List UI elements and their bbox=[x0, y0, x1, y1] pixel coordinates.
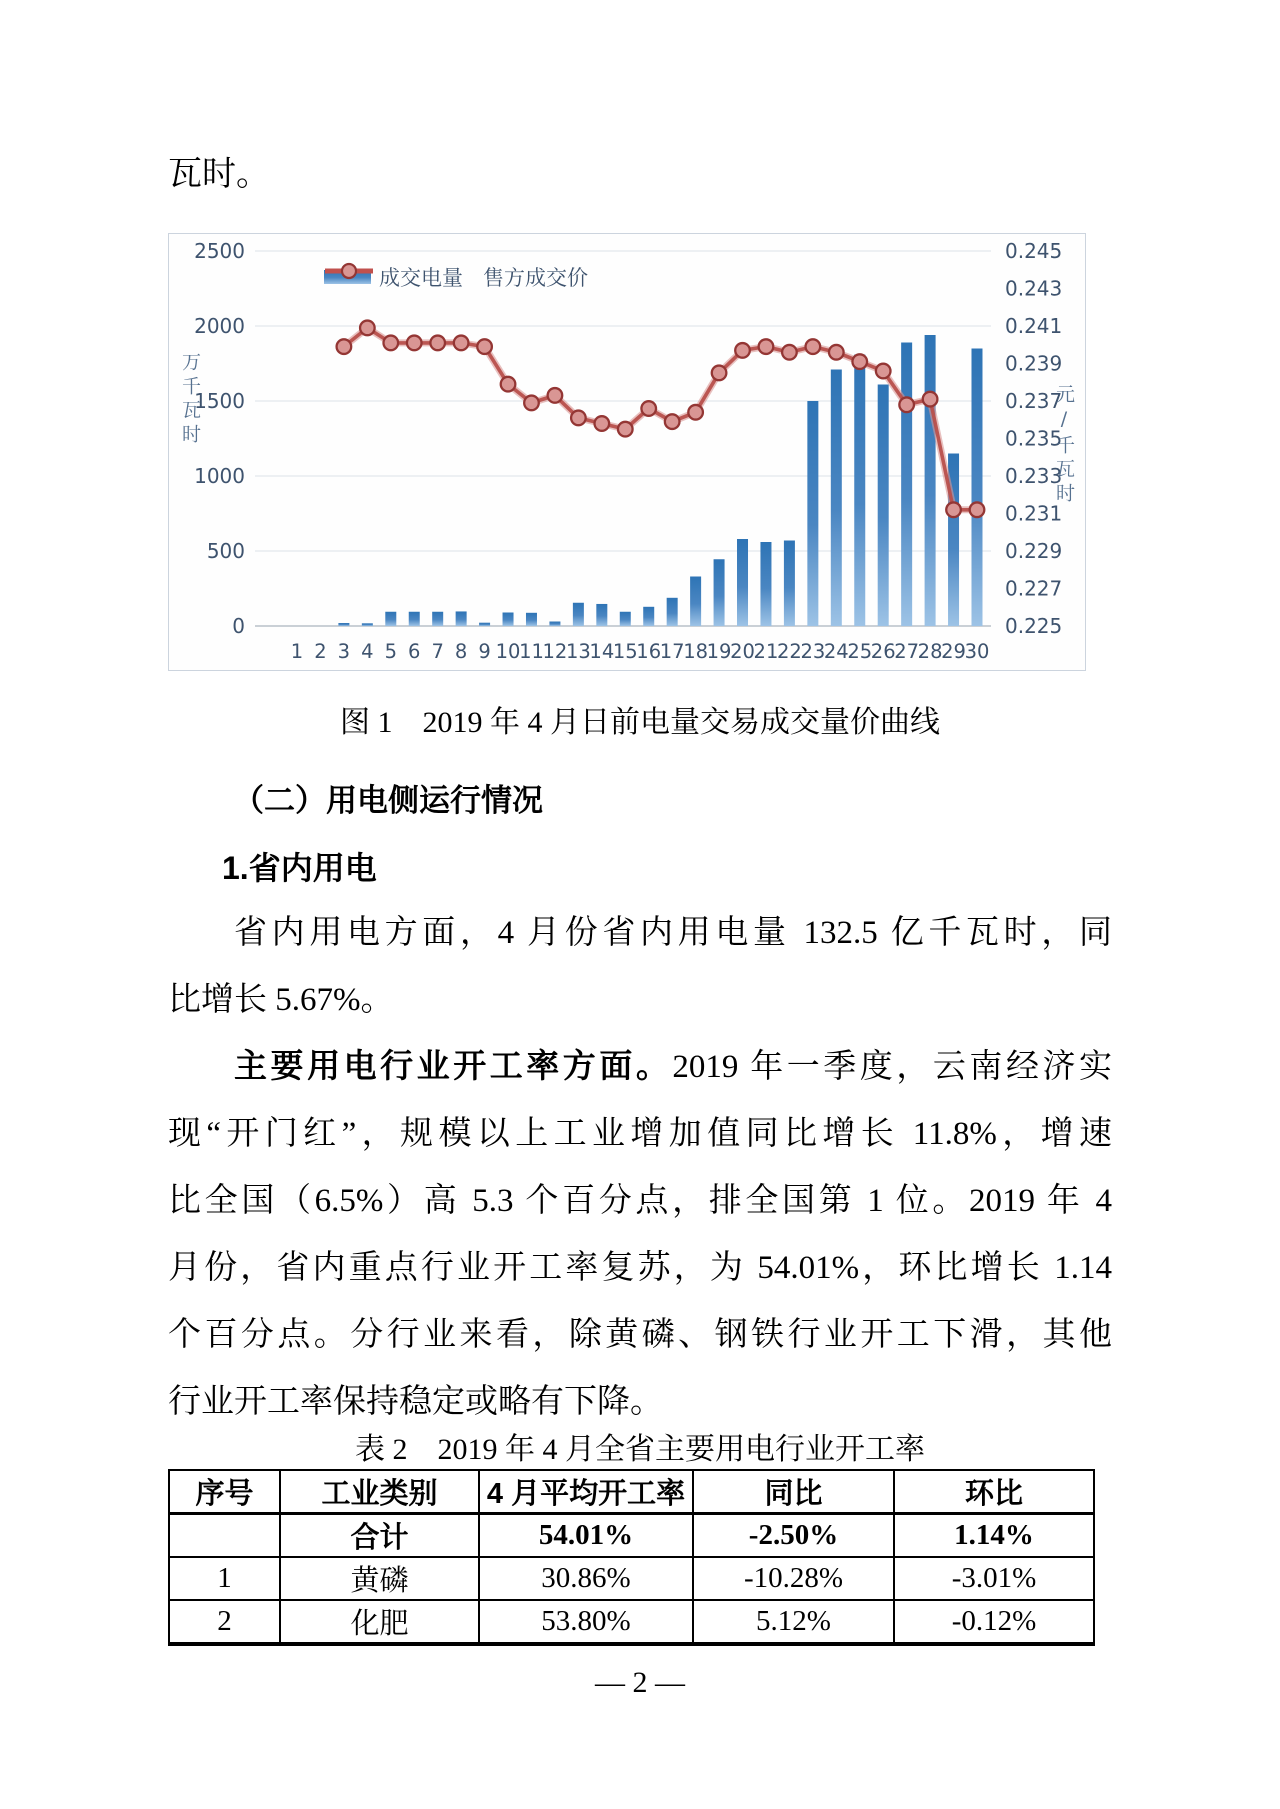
volume-bar bbox=[526, 613, 537, 626]
svg-text:9: 9 bbox=[478, 640, 491, 663]
col-header-mom: 环比 bbox=[894, 1470, 1094, 1514]
svg-text:27: 27 bbox=[894, 640, 920, 663]
volume-bar bbox=[338, 623, 349, 626]
volume-bar bbox=[854, 355, 865, 627]
svg-text:500: 500 bbox=[206, 539, 245, 563]
svg-text:26: 26 bbox=[870, 640, 896, 663]
price-marker bbox=[360, 321, 375, 336]
volume-bar bbox=[503, 613, 514, 627]
cell-rate: 53.80% bbox=[479, 1600, 693, 1644]
volume-bar bbox=[831, 370, 842, 627]
svg-text:8: 8 bbox=[454, 640, 468, 663]
volume-bar bbox=[432, 612, 443, 626]
svg-text:0.227: 0.227 bbox=[1005, 576, 1063, 601]
price-marker bbox=[454, 336, 469, 351]
svg-text:17: 17 bbox=[659, 640, 685, 663]
svg-text:10: 10 bbox=[495, 640, 521, 663]
price-marker bbox=[383, 336, 398, 351]
svg-text:0.225: 0.225 bbox=[1005, 614, 1063, 638]
paragraph-line bbox=[168, 1040, 1112, 1087]
svg-text:0.229: 0.229 bbox=[1005, 539, 1063, 563]
volume-bar bbox=[549, 622, 560, 627]
subsection-heading: 1.省内用电 bbox=[222, 850, 377, 886]
price-marker bbox=[923, 392, 938, 407]
svg-text:0.237: 0.237 bbox=[1005, 389, 1063, 413]
svg-text:0.233: 0.233 bbox=[1005, 464, 1063, 488]
price-marker bbox=[712, 366, 727, 381]
table-row bbox=[169, 1514, 1094, 1558]
volume-bar bbox=[878, 385, 889, 627]
cell-category: 合计 bbox=[280, 1514, 479, 1558]
paragraph-line: 月份，省内重点行业开工率复苏，为 54.01%，环比增长 1.14 bbox=[168, 1250, 1112, 1286]
cell-no bbox=[169, 1514, 280, 1558]
svg-text:19: 19 bbox=[706, 640, 732, 663]
volume-bar bbox=[807, 401, 818, 626]
paragraph-text: 2019 年一季度，云南经济实 bbox=[672, 1049, 1113, 1085]
table-caption: 表 2 2019 年 4 月全省主要用电行业开工率 bbox=[355, 1433, 925, 1466]
svg-text:12: 12 bbox=[542, 640, 568, 663]
volume-bar bbox=[901, 343, 912, 627]
svg-text:3: 3 bbox=[337, 640, 351, 663]
price-marker bbox=[876, 364, 891, 379]
volume-price-combo-chart bbox=[169, 234, 1087, 672]
volume-bar bbox=[925, 335, 936, 626]
volume-bar bbox=[573, 603, 584, 626]
svg-text:28: 28 bbox=[917, 640, 943, 663]
cell-no: 2 bbox=[169, 1600, 280, 1644]
x-axis-day-labels bbox=[291, 640, 990, 663]
volume-bar bbox=[620, 612, 631, 626]
price-marker bbox=[946, 502, 961, 517]
paragraph-line: 比增长 5.67%。 bbox=[168, 982, 394, 1018]
price-marker bbox=[571, 411, 586, 426]
table-row bbox=[169, 1557, 1094, 1600]
price-marker bbox=[548, 388, 563, 403]
svg-text:14: 14 bbox=[589, 640, 615, 663]
svg-text:15: 15 bbox=[612, 640, 638, 663]
volume-bar bbox=[760, 542, 771, 626]
svg-text:20: 20 bbox=[730, 640, 755, 663]
cell-yoy: 5.12% bbox=[693, 1600, 894, 1644]
cell-yoy: -2.50% bbox=[693, 1514, 894, 1558]
lead-text: 瓦时。 bbox=[168, 156, 270, 193]
svg-text:6: 6 bbox=[408, 640, 421, 663]
section-heading: （二）用电侧运行情况 bbox=[233, 783, 543, 818]
left-axis-title: 万千瓦时 bbox=[179, 352, 201, 448]
cell-no: 1 bbox=[169, 1557, 280, 1600]
price-marker bbox=[618, 422, 633, 437]
svg-text:0: 0 bbox=[232, 614, 245, 638]
svg-text:23: 23 bbox=[800, 640, 826, 663]
price-marker bbox=[477, 339, 492, 354]
paragraph-line: 比全国（6.5%）高 5.3 个百分点，排全国第 1 位。2019 年 4 bbox=[168, 1183, 1112, 1219]
svg-text:5: 5 bbox=[384, 640, 398, 663]
price-marker bbox=[688, 405, 703, 420]
svg-text:0.235: 0.235 bbox=[1005, 426, 1063, 451]
price-marker bbox=[524, 396, 539, 411]
paragraph-line: 省内用电方面，4 月份省内用电量 132.5 亿千瓦时，同 bbox=[234, 915, 1112, 951]
svg-text:11: 11 bbox=[519, 640, 544, 663]
cell-mom: 1.14% bbox=[894, 1514, 1094, 1558]
right-axis-title: 元/千瓦时 bbox=[1053, 384, 1075, 507]
col-header-rate: 4 月平均开工率 bbox=[479, 1470, 693, 1514]
legend-item-price bbox=[483, 262, 588, 292]
svg-text:2000: 2000 bbox=[194, 314, 245, 338]
volume-bar bbox=[690, 577, 701, 627]
volume-bar bbox=[456, 611, 467, 626]
col-header-yoy: 同比 bbox=[693, 1470, 894, 1514]
svg-text:0.241: 0.241 bbox=[1005, 314, 1063, 338]
cell-rate: 54.01% bbox=[479, 1514, 693, 1558]
svg-text:0.245: 0.245 bbox=[1005, 239, 1063, 263]
price-marker bbox=[501, 377, 516, 392]
svg-text:22: 22 bbox=[776, 640, 802, 663]
svg-text:7: 7 bbox=[431, 640, 444, 663]
volume-bar bbox=[385, 612, 396, 626]
cell-yoy: -10.28% bbox=[693, 1557, 894, 1600]
price-marker bbox=[806, 339, 821, 354]
bold-lead-phrase: 主要用电行业开工率方面。 bbox=[234, 1047, 673, 1084]
volume-bar bbox=[643, 607, 654, 626]
volume-bar bbox=[784, 541, 795, 627]
price-marker bbox=[970, 502, 985, 517]
col-header-no: 序号 bbox=[169, 1470, 280, 1514]
cell-mom: -0.12% bbox=[894, 1600, 1094, 1644]
svg-text:1500: 1500 bbox=[194, 389, 245, 413]
svg-text:24: 24 bbox=[823, 640, 849, 663]
svg-text:0.239: 0.239 bbox=[1005, 351, 1063, 376]
svg-text:18: 18 bbox=[683, 640, 709, 663]
line-series-marker-icon bbox=[324, 262, 374, 280]
svg-text:30: 30 bbox=[964, 640, 990, 663]
volume-bar bbox=[596, 604, 607, 626]
figure-caption: 图 1 2019 年 4 月日前电量交易成交量价曲线 bbox=[340, 706, 940, 739]
volume-bar bbox=[714, 559, 725, 626]
price-marker bbox=[735, 343, 750, 358]
price-marker bbox=[759, 339, 774, 354]
price-marker bbox=[899, 397, 914, 412]
volume-bar bbox=[667, 598, 678, 626]
svg-text:16: 16 bbox=[636, 640, 662, 663]
cell-rate: 30.86% bbox=[479, 1557, 693, 1600]
volume-bar bbox=[737, 539, 748, 626]
volume-bar bbox=[479, 623, 490, 626]
table-row bbox=[169, 1600, 1094, 1644]
paragraph-line: 现“开门红”，规模以上工业增加值同比增长 11.8%，增速 bbox=[168, 1116, 1112, 1152]
figure-1-chart bbox=[168, 233, 1086, 671]
col-header-category: 工业类别 bbox=[280, 1470, 479, 1514]
page-number: — 2 — bbox=[595, 1666, 685, 1699]
svg-text:0.243: 0.243 bbox=[1005, 276, 1063, 301]
paragraph-line: 个百分点。分行业来看，除黄磷、钢铁行业开工下滑，其他 bbox=[168, 1317, 1112, 1353]
svg-text:0.231: 0.231 bbox=[1005, 501, 1063, 526]
price-marker bbox=[665, 414, 680, 429]
price-marker bbox=[430, 336, 445, 351]
industry-operating-rate-table bbox=[168, 1469, 1095, 1646]
svg-text:2500: 2500 bbox=[194, 239, 245, 263]
svg-text:2: 2 bbox=[314, 640, 327, 663]
svg-text:29: 29 bbox=[941, 640, 966, 663]
chart-legend bbox=[324, 262, 588, 292]
volume-bar bbox=[362, 623, 373, 626]
svg-text:4: 4 bbox=[361, 640, 374, 663]
legend-label-volume: 成交电量 bbox=[379, 266, 463, 290]
svg-text:25: 25 bbox=[847, 640, 873, 663]
paragraph-line: 行业开工率保持稳定或略有下降。 bbox=[168, 1384, 663, 1420]
price-marker bbox=[829, 345, 844, 360]
svg-text:21: 21 bbox=[753, 640, 779, 663]
price-marker bbox=[337, 339, 352, 354]
price-marker bbox=[407, 336, 422, 351]
svg-text:1000: 1000 bbox=[194, 464, 245, 488]
cell-category: 黄磷 bbox=[280, 1557, 479, 1600]
cell-mom: -3.01% bbox=[894, 1557, 1094, 1600]
svg-text:13: 13 bbox=[565, 640, 591, 663]
table-header-row bbox=[169, 1470, 1094, 1514]
volume-bar bbox=[971, 349, 982, 627]
price-marker bbox=[595, 416, 610, 431]
legend-label-price: 售方成交价 bbox=[483, 266, 588, 290]
cell-category: 化肥 bbox=[280, 1600, 479, 1644]
volume-bar bbox=[409, 612, 420, 626]
price-marker bbox=[641, 401, 656, 416]
svg-text:1: 1 bbox=[290, 640, 304, 663]
price-marker bbox=[782, 345, 797, 360]
price-marker bbox=[852, 354, 867, 369]
